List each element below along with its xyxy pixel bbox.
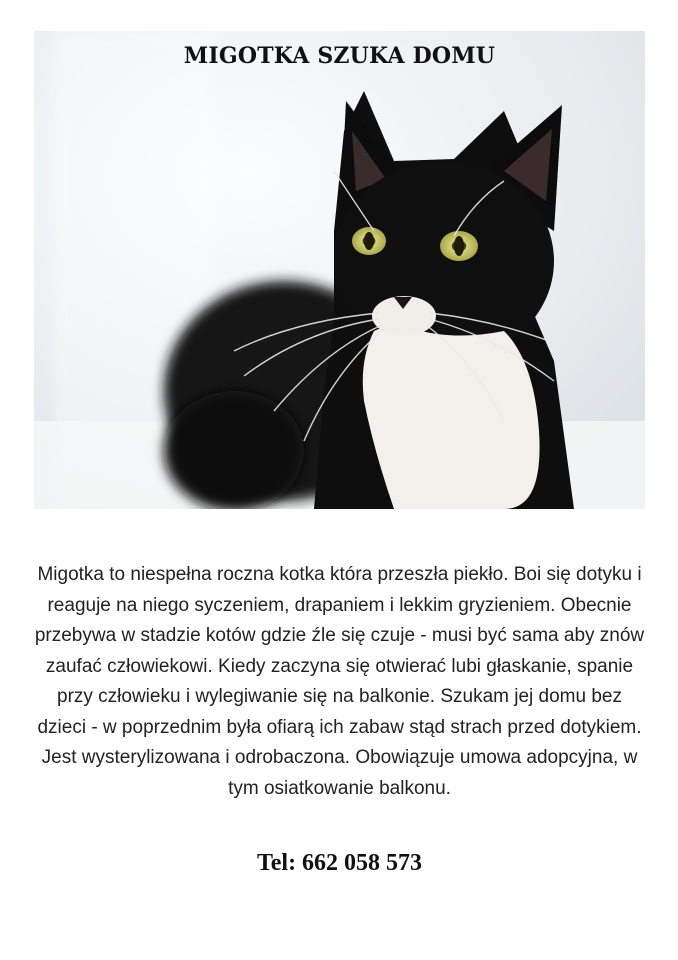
- cat-illustration: [34, 31, 645, 509]
- contact-phone: Tel: 662 058 573: [256, 850, 423, 876]
- poster-title: MIGOTKA SZUKA DOMU: [183, 43, 496, 69]
- cat-photo: [34, 31, 645, 509]
- cat-description: Migotka to niespełna roczna kotka która przeszła piekło. Boi się dotyku i reaguje na niego syczeniem, drapaniem i lekkim gryzieniem. Obecnie przebywa w stadzie kotów gdzie źle się czuje - musi być sama aby znów zaufać człowiekowi. Kiedy zaczyna się otwierać lubi głaskanie, spanie przy człowieku i wylegiwanie się na balkonie. Szukam jej domu bez dzieci - w poprzednim była ofiarą ich zabaw stąd strach przed dotykiem. Jest wysterylizowana i odrobaczona. Obowiązuje umowa adopcyjna, w tym osiatkowanie balkonu.: [34, 564, 645, 799]
